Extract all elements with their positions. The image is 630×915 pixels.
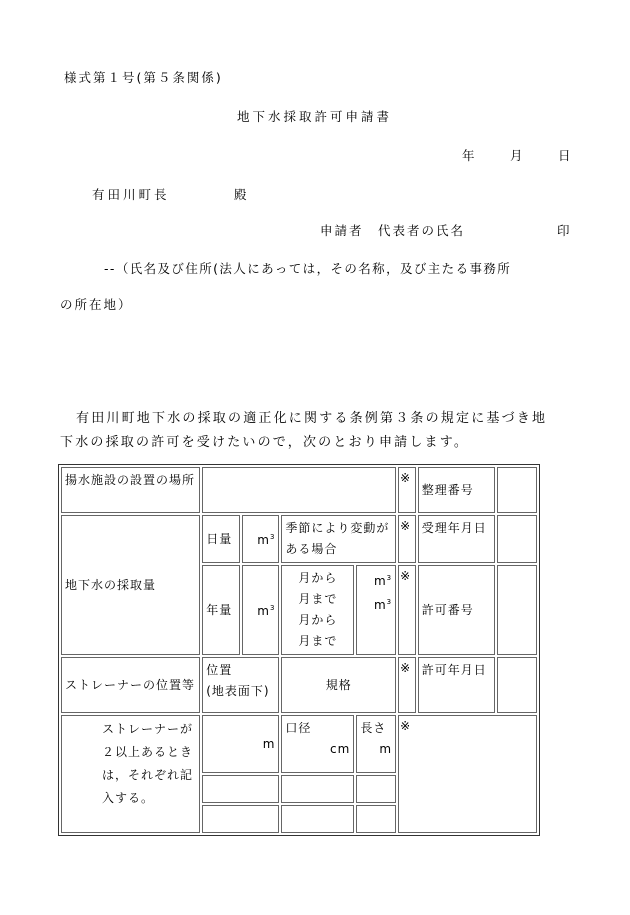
table-row — [61, 515, 537, 563]
mark-4: ※ — [398, 657, 416, 713]
strainer-note: ストレーナーが２以上あるときは，それぞれ記入する。 — [61, 715, 200, 833]
position-label: 位置 — [206, 663, 233, 677]
unit-m: m — [257, 604, 270, 618]
annual-unit[interactable] — [242, 565, 280, 655]
mark-5: ※ — [398, 715, 537, 833]
application-table — [58, 464, 540, 836]
body-line-2: 下水の採取の許可を受けたいので，次のとおり申請します。 — [60, 435, 470, 450]
seasonal-label: 季節により変動がある場合 — [281, 515, 396, 563]
received-date-label: 受理年月日 — [418, 515, 495, 563]
strainer-depth-field-3[interactable] — [202, 805, 279, 833]
diameter-label: 口径 — [285, 721, 312, 735]
meter-unit: m — [262, 736, 276, 751]
unit-m: m — [373, 598, 387, 612]
date-day: 日 — [558, 148, 573, 163]
length-label: 長さ — [360, 721, 387, 735]
body-line-1: 有田川町地下水の採取の適正化に関する条例第３条の規定に基づき地 — [76, 411, 548, 426]
spec-label: 規格 — [281, 657, 396, 713]
seal-mark: 印 — [557, 223, 572, 238]
depth-label: (地表面下) — [206, 684, 270, 698]
addressee: 有田川町長 — [92, 187, 170, 202]
page-title: 地下水採取許可申請書 — [237, 109, 393, 124]
form-number: 様式第１号(第５条関係) — [64, 70, 223, 85]
received-date-field[interactable] — [497, 515, 537, 563]
mark-1: ※ — [398, 467, 416, 513]
position-cell[interactable] — [202, 657, 279, 713]
diameter-field-2[interactable] — [281, 775, 354, 803]
unit-m: m — [373, 574, 387, 588]
applicant-label: 申請者 代表者の氏名 — [320, 223, 466, 238]
period-text-1: 月から 月まで — [298, 571, 351, 606]
date-year: 年 — [462, 148, 477, 163]
permit-number-field[interactable] — [497, 565, 537, 655]
intake-amount-label: 地下水の採取量 — [61, 515, 200, 655]
period-unit-cell[interactable] — [356, 565, 396, 655]
diameter-cell[interactable] — [281, 715, 354, 773]
control-number-label: 整理番号 — [418, 467, 495, 513]
diameter-field-3[interactable] — [281, 805, 354, 833]
unit-sup: 3 — [386, 574, 393, 582]
table-row — [61, 657, 537, 713]
permit-date-label: 許可年月日 — [418, 657, 495, 713]
facility-location-label: 揚水施設の設置の場所 — [61, 467, 200, 513]
unit-sup: 3 — [386, 598, 393, 606]
facility-location-field[interactable] — [202, 467, 396, 513]
strainer-depth-field-2[interactable] — [202, 775, 279, 803]
strainer-position-label: ストレーナーの位置等 — [61, 657, 200, 713]
period-text-2: 月から 月まで — [298, 613, 351, 648]
note-line-1: --（氏名及び住所(法人にあっては，その名称，及び主たる事務所 — [104, 261, 512, 276]
daily-label: 日量 — [202, 515, 240, 563]
strainer-depth-field[interactable] — [202, 715, 279, 773]
permit-number-label: 許可番号 — [418, 565, 495, 655]
mark-3: ※ — [398, 565, 416, 655]
cm-unit: cm — [330, 742, 351, 756]
length-unit: m — [379, 742, 393, 756]
unit-sup: 3 — [269, 533, 276, 541]
length-field-3[interactable] — [356, 805, 396, 833]
date-month: 月 — [510, 148, 525, 163]
mark-2: ※ — [398, 515, 416, 563]
unit-sup: 3 — [269, 604, 276, 612]
note-line-2: の所在地） — [60, 297, 133, 312]
length-field-2[interactable] — [356, 775, 396, 803]
table-row — [61, 715, 537, 773]
annual-label: 年量 — [202, 565, 240, 655]
unit-m: m — [257, 533, 270, 547]
daily-unit[interactable] — [242, 515, 280, 563]
table-row — [61, 467, 537, 513]
control-number-field[interactable] — [497, 467, 537, 513]
honorific: 殿 — [234, 187, 249, 202]
period-cell[interactable] — [281, 565, 354, 655]
length-cell[interactable] — [356, 715, 396, 773]
permit-date-field[interactable] — [497, 657, 537, 713]
